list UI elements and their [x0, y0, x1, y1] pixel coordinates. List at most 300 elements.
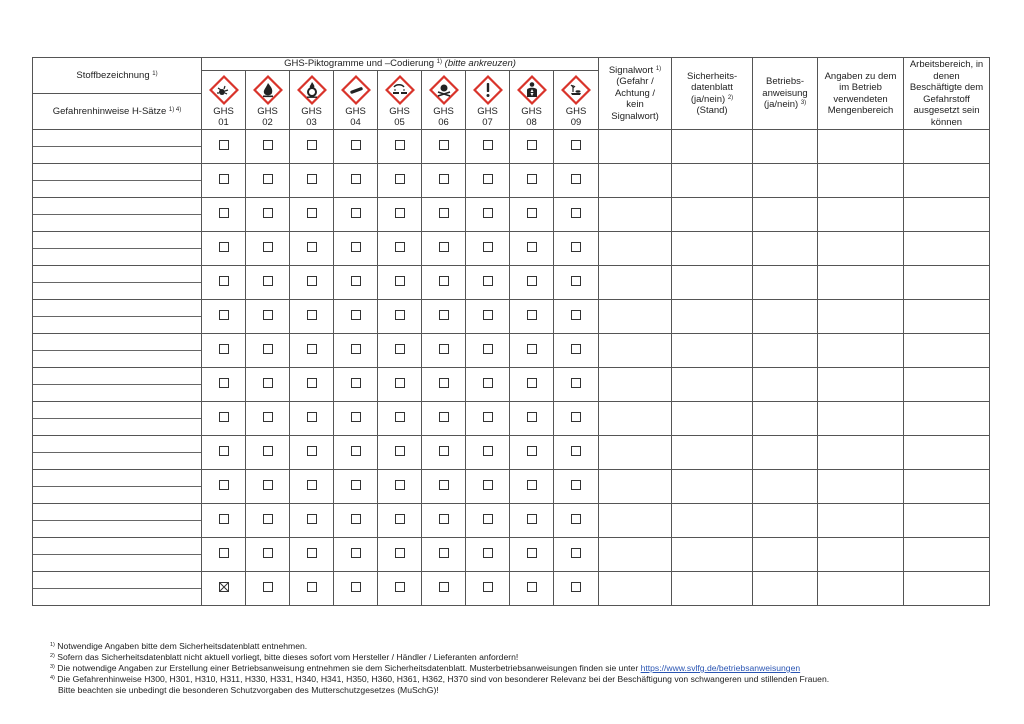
ghs-07-checkbox[interactable]: [483, 208, 493, 218]
ghs-09-checkbox[interactable]: [571, 548, 581, 558]
ghs-check-cell[interactable]: [290, 198, 334, 232]
substance-entry-cell[interactable]: [33, 470, 202, 504]
ghs-check-cell[interactable]: [510, 504, 554, 538]
ghs-07-checkbox[interactable]: [483, 140, 493, 150]
ghs-check-cell[interactable]: [554, 368, 599, 402]
ghs-check-cell[interactable]: [378, 538, 422, 572]
signalwort-cell[interactable]: [599, 232, 672, 266]
ghs-07-checkbox[interactable]: [483, 548, 493, 558]
substance-entry-cell[interactable]: [33, 402, 202, 436]
ghs-check-cell[interactable]: [202, 164, 246, 198]
ghs-check-cell[interactable]: [246, 334, 290, 368]
sicherheitsdatenblatt-cell[interactable]: [672, 300, 753, 334]
sicherheitsdatenblatt-cell[interactable]: [672, 436, 753, 470]
ghs-06-checkbox[interactable]: [439, 582, 449, 592]
ghs-check-cell[interactable]: [290, 334, 334, 368]
ghs-check-cell[interactable]: [202, 130, 246, 164]
ghs-check-cell[interactable]: [246, 470, 290, 504]
ghs-07-checkbox[interactable]: [483, 276, 493, 286]
substance-entry-cell[interactable]: [33, 266, 202, 300]
ghs-check-cell[interactable]: [554, 130, 599, 164]
ghs-check-cell[interactable]: [334, 334, 378, 368]
ghs-check-cell[interactable]: [422, 130, 466, 164]
ghs-check-cell[interactable]: [422, 436, 466, 470]
ghs-03-checkbox[interactable]: [307, 208, 317, 218]
betriebsanweisung-cell[interactable]: [753, 266, 818, 300]
ghs-03-checkbox[interactable]: [307, 174, 317, 184]
sicherheitsdatenblatt-cell[interactable]: [672, 470, 753, 504]
ghs-09-checkbox[interactable]: [571, 514, 581, 524]
ghs-06-checkbox[interactable]: [439, 208, 449, 218]
mengenbereich-cell[interactable]: [818, 198, 904, 232]
sicherheitsdatenblatt-cell[interactable]: [672, 130, 753, 164]
ghs-check-cell[interactable]: [422, 232, 466, 266]
ghs-check-cell[interactable]: [422, 504, 466, 538]
ghs-check-cell[interactable]: [334, 130, 378, 164]
betriebsanweisung-cell[interactable]: [753, 436, 818, 470]
mengenbereich-cell[interactable]: [818, 538, 904, 572]
ghs-02-checkbox[interactable]: [263, 276, 273, 286]
ghs-check-cell[interactable]: [378, 368, 422, 402]
arbeitsbereich-cell[interactable]: [904, 470, 990, 504]
signalwort-cell[interactable]: [599, 164, 672, 198]
signalwort-cell[interactable]: [599, 266, 672, 300]
ghs-check-cell[interactable]: [466, 368, 510, 402]
ghs-02-checkbox[interactable]: [263, 480, 273, 490]
ghs-check-cell[interactable]: [246, 436, 290, 470]
ghs-05-checkbox[interactable]: [395, 174, 405, 184]
ghs-check-cell[interactable]: [202, 402, 246, 436]
ghs-check-cell[interactable]: [290, 504, 334, 538]
arbeitsbereich-cell[interactable]: [904, 266, 990, 300]
ghs-check-cell[interactable]: [378, 470, 422, 504]
mengenbereich-cell[interactable]: [818, 470, 904, 504]
arbeitsbereich-cell[interactable]: [904, 368, 990, 402]
ghs-01-checkbox[interactable]: [219, 582, 229, 592]
ghs-check-cell[interactable]: [422, 368, 466, 402]
ghs-03-checkbox[interactable]: [307, 310, 317, 320]
sicherheitsdatenblatt-cell[interactable]: [672, 266, 753, 300]
ghs-07-checkbox[interactable]: [483, 310, 493, 320]
ghs-check-cell[interactable]: [334, 538, 378, 572]
ghs-04-checkbox[interactable]: [351, 242, 361, 252]
substance-entry-cell[interactable]: [33, 572, 202, 606]
ghs-check-cell[interactable]: [290, 300, 334, 334]
ghs-check-cell[interactable]: [466, 470, 510, 504]
ghs-02-checkbox[interactable]: [263, 582, 273, 592]
ghs-check-cell[interactable]: [422, 300, 466, 334]
ghs-check-cell[interactable]: [246, 198, 290, 232]
ghs-check-cell[interactable]: [246, 538, 290, 572]
betriebsanweisung-cell[interactable]: [753, 198, 818, 232]
ghs-check-cell[interactable]: [466, 266, 510, 300]
signalwort-cell[interactable]: [599, 436, 672, 470]
substance-entry-cell[interactable]: [33, 504, 202, 538]
substance-entry-cell[interactable]: [33, 232, 202, 266]
arbeitsbereich-cell[interactable]: [904, 504, 990, 538]
ghs-02-checkbox[interactable]: [263, 140, 273, 150]
ghs-06-checkbox[interactable]: [439, 378, 449, 388]
ghs-check-cell[interactable]: [290, 470, 334, 504]
ghs-07-checkbox[interactable]: [483, 344, 493, 354]
ghs-05-checkbox[interactable]: [395, 344, 405, 354]
ghs-check-cell[interactable]: [466, 198, 510, 232]
ghs-05-checkbox[interactable]: [395, 514, 405, 524]
ghs-04-checkbox[interactable]: [351, 582, 361, 592]
ghs-check-cell[interactable]: [510, 436, 554, 470]
ghs-02-checkbox[interactable]: [263, 310, 273, 320]
ghs-01-checkbox[interactable]: [219, 548, 229, 558]
substance-entry-cell[interactable]: [33, 436, 202, 470]
ghs-05-checkbox[interactable]: [395, 310, 405, 320]
betriebsanweisung-cell[interactable]: [753, 130, 818, 164]
signalwort-cell[interactable]: [599, 504, 672, 538]
ghs-check-cell[interactable]: [202, 300, 246, 334]
ghs-06-checkbox[interactable]: [439, 140, 449, 150]
ghs-check-cell[interactable]: [466, 300, 510, 334]
ghs-02-checkbox[interactable]: [263, 174, 273, 184]
ghs-check-cell[interactable]: [246, 232, 290, 266]
ghs-02-checkbox[interactable]: [263, 514, 273, 524]
ghs-check-cell[interactable]: [334, 368, 378, 402]
ghs-03-checkbox[interactable]: [307, 548, 317, 558]
ghs-06-checkbox[interactable]: [439, 276, 449, 286]
ghs-check-cell[interactable]: [554, 538, 599, 572]
ghs-01-checkbox[interactable]: [219, 140, 229, 150]
ghs-check-cell[interactable]: [290, 164, 334, 198]
ghs-08-checkbox[interactable]: [527, 242, 537, 252]
ghs-01-checkbox[interactable]: [219, 446, 229, 456]
ghs-07-checkbox[interactable]: [483, 480, 493, 490]
ghs-06-checkbox[interactable]: [439, 344, 449, 354]
sicherheitsdatenblatt-cell[interactable]: [672, 368, 753, 402]
substance-entry-cell[interactable]: [33, 198, 202, 232]
ghs-check-cell[interactable]: [422, 572, 466, 606]
ghs-check-cell[interactable]: [202, 198, 246, 232]
ghs-check-cell[interactable]: [554, 572, 599, 606]
ghs-check-cell[interactable]: [422, 470, 466, 504]
ghs-check-cell[interactable]: [334, 198, 378, 232]
signalwort-cell[interactable]: [599, 572, 672, 606]
ghs-check-cell[interactable]: [202, 538, 246, 572]
ghs-check-cell[interactable]: [510, 198, 554, 232]
ghs-check-cell[interactable]: [202, 470, 246, 504]
ghs-check-cell[interactable]: [202, 368, 246, 402]
substance-entry-cell[interactable]: [33, 300, 202, 334]
ghs-check-cell[interactable]: [466, 504, 510, 538]
ghs-05-checkbox[interactable]: [395, 140, 405, 150]
signalwort-cell[interactable]: [599, 300, 672, 334]
ghs-check-cell[interactable]: [202, 232, 246, 266]
mengenbereich-cell[interactable]: [818, 164, 904, 198]
ghs-06-checkbox[interactable]: [439, 412, 449, 422]
betriebsanweisung-cell[interactable]: [753, 368, 818, 402]
betriebsanweisung-cell[interactable]: [753, 572, 818, 606]
ghs-09-checkbox[interactable]: [571, 208, 581, 218]
betriebsanweisung-cell[interactable]: [753, 300, 818, 334]
ghs-check-cell[interactable]: [290, 368, 334, 402]
ghs-check-cell[interactable]: [378, 572, 422, 606]
ghs-01-checkbox[interactable]: [219, 310, 229, 320]
ghs-check-cell[interactable]: [290, 538, 334, 572]
ghs-check-cell[interactable]: [510, 470, 554, 504]
sicherheitsdatenblatt-cell[interactable]: [672, 504, 753, 538]
ghs-check-cell[interactable]: [246, 164, 290, 198]
ghs-04-checkbox[interactable]: [351, 548, 361, 558]
ghs-check-cell[interactable]: [334, 232, 378, 266]
ghs-check-cell[interactable]: [334, 266, 378, 300]
ghs-06-checkbox[interactable]: [439, 242, 449, 252]
ghs-07-checkbox[interactable]: [483, 582, 493, 592]
ghs-check-cell[interactable]: [554, 470, 599, 504]
ghs-check-cell[interactable]: [422, 266, 466, 300]
ghs-03-checkbox[interactable]: [307, 242, 317, 252]
ghs-04-checkbox[interactable]: [351, 208, 361, 218]
mengenbereich-cell[interactable]: [818, 504, 904, 538]
ghs-09-checkbox[interactable]: [571, 446, 581, 456]
ghs-check-cell[interactable]: [466, 334, 510, 368]
signalwort-cell[interactable]: [599, 538, 672, 572]
betriebsanweisung-cell[interactable]: [753, 470, 818, 504]
ghs-09-checkbox[interactable]: [571, 582, 581, 592]
ghs-01-checkbox[interactable]: [219, 514, 229, 524]
ghs-08-checkbox[interactable]: [527, 310, 537, 320]
arbeitsbereich-cell[interactable]: [904, 300, 990, 334]
ghs-03-checkbox[interactable]: [307, 276, 317, 286]
ghs-06-checkbox[interactable]: [439, 446, 449, 456]
ghs-05-checkbox[interactable]: [395, 412, 405, 422]
ghs-08-checkbox[interactable]: [527, 582, 537, 592]
signalwort-cell[interactable]: [599, 198, 672, 232]
mengenbereich-cell[interactable]: [818, 334, 904, 368]
ghs-03-checkbox[interactable]: [307, 582, 317, 592]
sicherheitsdatenblatt-cell[interactable]: [672, 572, 753, 606]
signalwort-cell[interactable]: [599, 334, 672, 368]
ghs-check-cell[interactable]: [202, 334, 246, 368]
substance-entry-cell[interactable]: [33, 538, 202, 572]
betriebsanweisung-cell[interactable]: [753, 232, 818, 266]
ghs-08-checkbox[interactable]: [527, 446, 537, 456]
ghs-05-checkbox[interactable]: [395, 480, 405, 490]
ghs-check-cell[interactable]: [554, 334, 599, 368]
ghs-04-checkbox[interactable]: [351, 378, 361, 388]
ghs-check-cell[interactable]: [422, 538, 466, 572]
ghs-check-cell[interactable]: [290, 572, 334, 606]
arbeitsbereich-cell[interactable]: [904, 402, 990, 436]
ghs-check-cell[interactable]: [378, 504, 422, 538]
sicherheitsdatenblatt-cell[interactable]: [672, 232, 753, 266]
ghs-09-checkbox[interactable]: [571, 344, 581, 354]
ghs-check-cell[interactable]: [510, 572, 554, 606]
ghs-08-checkbox[interactable]: [527, 412, 537, 422]
ghs-check-cell[interactable]: [510, 334, 554, 368]
arbeitsbereich-cell[interactable]: [904, 538, 990, 572]
ghs-check-cell[interactable]: [334, 402, 378, 436]
ghs-08-checkbox[interactable]: [527, 344, 537, 354]
ghs-03-checkbox[interactable]: [307, 140, 317, 150]
ghs-check-cell[interactable]: [422, 198, 466, 232]
substance-entry-cell[interactable]: [33, 130, 202, 164]
ghs-check-cell[interactable]: [246, 266, 290, 300]
sicherheitsdatenblatt-cell[interactable]: [672, 198, 753, 232]
arbeitsbereich-cell[interactable]: [904, 436, 990, 470]
arbeitsbereich-cell[interactable]: [904, 572, 990, 606]
ghs-check-cell[interactable]: [334, 504, 378, 538]
mengenbereich-cell[interactable]: [818, 436, 904, 470]
ghs-check-cell[interactable]: [554, 232, 599, 266]
ghs-06-checkbox[interactable]: [439, 514, 449, 524]
mengenbereich-cell[interactable]: [818, 232, 904, 266]
ghs-04-checkbox[interactable]: [351, 344, 361, 354]
ghs-check-cell[interactable]: [466, 538, 510, 572]
ghs-08-checkbox[interactable]: [527, 276, 537, 286]
mengenbereich-cell[interactable]: [818, 368, 904, 402]
ghs-07-checkbox[interactable]: [483, 514, 493, 524]
ghs-04-checkbox[interactable]: [351, 514, 361, 524]
mengenbereich-cell[interactable]: [818, 130, 904, 164]
ghs-05-checkbox[interactable]: [395, 446, 405, 456]
ghs-06-checkbox[interactable]: [439, 310, 449, 320]
mengenbereich-cell[interactable]: [818, 402, 904, 436]
ghs-05-checkbox[interactable]: [395, 582, 405, 592]
ghs-06-checkbox[interactable]: [439, 174, 449, 184]
ghs-check-cell[interactable]: [554, 164, 599, 198]
ghs-check-cell[interactable]: [378, 334, 422, 368]
arbeitsbereich-cell[interactable]: [904, 232, 990, 266]
arbeitsbereich-cell[interactable]: [904, 130, 990, 164]
ghs-01-checkbox[interactable]: [219, 242, 229, 252]
ghs-09-checkbox[interactable]: [571, 140, 581, 150]
ghs-03-checkbox[interactable]: [307, 344, 317, 354]
betriebsanweisungen-link[interactable]: https://www.svlfg.de/betriebsanweisungen: [640, 663, 801, 673]
ghs-check-cell[interactable]: [510, 130, 554, 164]
ghs-08-checkbox[interactable]: [527, 208, 537, 218]
ghs-01-checkbox[interactable]: [219, 276, 229, 286]
ghs-07-checkbox[interactable]: [483, 446, 493, 456]
ghs-check-cell[interactable]: [202, 572, 246, 606]
ghs-check-cell[interactable]: [510, 164, 554, 198]
betriebsanweisung-cell[interactable]: [753, 164, 818, 198]
ghs-08-checkbox[interactable]: [527, 548, 537, 558]
ghs-check-cell[interactable]: [510, 300, 554, 334]
ghs-check-cell[interactable]: [202, 504, 246, 538]
ghs-check-cell[interactable]: [554, 504, 599, 538]
ghs-check-cell[interactable]: [378, 130, 422, 164]
ghs-check-cell[interactable]: [378, 164, 422, 198]
ghs-check-cell[interactable]: [378, 232, 422, 266]
ghs-07-checkbox[interactable]: [483, 378, 493, 388]
sicherheitsdatenblatt-cell[interactable]: [672, 402, 753, 436]
ghs-09-checkbox[interactable]: [571, 310, 581, 320]
ghs-05-checkbox[interactable]: [395, 208, 405, 218]
ghs-check-cell[interactable]: [290, 402, 334, 436]
signalwort-cell[interactable]: [599, 402, 672, 436]
betriebsanweisung-cell[interactable]: [753, 538, 818, 572]
ghs-check-cell[interactable]: [290, 232, 334, 266]
ghs-06-checkbox[interactable]: [439, 480, 449, 490]
ghs-04-checkbox[interactable]: [351, 174, 361, 184]
mengenbereich-cell[interactable]: [818, 572, 904, 606]
ghs-08-checkbox[interactable]: [527, 514, 537, 524]
ghs-check-cell[interactable]: [466, 402, 510, 436]
ghs-05-checkbox[interactable]: [395, 378, 405, 388]
ghs-check-cell[interactable]: [378, 300, 422, 334]
ghs-07-checkbox[interactable]: [483, 242, 493, 252]
ghs-check-cell[interactable]: [466, 572, 510, 606]
ghs-check-cell[interactable]: [554, 266, 599, 300]
ghs-check-cell[interactable]: [246, 130, 290, 164]
ghs-check-cell[interactable]: [290, 130, 334, 164]
ghs-07-checkbox[interactable]: [483, 174, 493, 184]
ghs-05-checkbox[interactable]: [395, 548, 405, 558]
substance-entry-cell[interactable]: [33, 334, 202, 368]
ghs-01-checkbox[interactable]: [219, 378, 229, 388]
ghs-08-checkbox[interactable]: [527, 378, 537, 388]
ghs-check-cell[interactable]: [510, 368, 554, 402]
ghs-check-cell[interactable]: [246, 368, 290, 402]
ghs-check-cell[interactable]: [466, 232, 510, 266]
ghs-08-checkbox[interactable]: [527, 174, 537, 184]
ghs-check-cell[interactable]: [510, 538, 554, 572]
ghs-08-checkbox[interactable]: [527, 140, 537, 150]
ghs-02-checkbox[interactable]: [263, 344, 273, 354]
ghs-check-cell[interactable]: [290, 436, 334, 470]
betriebsanweisung-cell[interactable]: [753, 504, 818, 538]
ghs-check-cell[interactable]: [378, 198, 422, 232]
ghs-check-cell[interactable]: [246, 300, 290, 334]
ghs-04-checkbox[interactable]: [351, 446, 361, 456]
ghs-04-checkbox[interactable]: [351, 310, 361, 320]
signalwort-cell[interactable]: [599, 368, 672, 402]
ghs-check-cell[interactable]: [290, 266, 334, 300]
ghs-check-cell[interactable]: [554, 436, 599, 470]
ghs-check-cell[interactable]: [202, 436, 246, 470]
ghs-check-cell[interactable]: [246, 402, 290, 436]
ghs-check-cell[interactable]: [378, 436, 422, 470]
ghs-04-checkbox[interactable]: [351, 412, 361, 422]
ghs-03-checkbox[interactable]: [307, 378, 317, 388]
ghs-check-cell[interactable]: [466, 164, 510, 198]
ghs-02-checkbox[interactable]: [263, 446, 273, 456]
ghs-09-checkbox[interactable]: [571, 480, 581, 490]
ghs-check-cell[interactable]: [334, 572, 378, 606]
ghs-check-cell[interactable]: [510, 266, 554, 300]
signalwort-cell[interactable]: [599, 470, 672, 504]
arbeitsbereich-cell[interactable]: [904, 198, 990, 232]
ghs-03-checkbox[interactable]: [307, 446, 317, 456]
ghs-01-checkbox[interactable]: [219, 174, 229, 184]
ghs-06-checkbox[interactable]: [439, 548, 449, 558]
ghs-check-cell[interactable]: [246, 504, 290, 538]
sicherheitsdatenblatt-cell[interactable]: [672, 334, 753, 368]
arbeitsbereich-cell[interactable]: [904, 334, 990, 368]
ghs-check-cell[interactable]: [334, 436, 378, 470]
ghs-01-checkbox[interactable]: [219, 208, 229, 218]
ghs-check-cell[interactable]: [554, 198, 599, 232]
ghs-check-cell[interactable]: [246, 572, 290, 606]
ghs-03-checkbox[interactable]: [307, 412, 317, 422]
ghs-check-cell[interactable]: [378, 266, 422, 300]
substance-entry-cell[interactable]: [33, 164, 202, 198]
ghs-check-cell[interactable]: [378, 402, 422, 436]
ghs-09-checkbox[interactable]: [571, 378, 581, 388]
ghs-check-cell[interactable]: [334, 300, 378, 334]
ghs-01-checkbox[interactable]: [219, 412, 229, 422]
ghs-05-checkbox[interactable]: [395, 276, 405, 286]
ghs-05-checkbox[interactable]: [395, 242, 405, 252]
ghs-02-checkbox[interactable]: [263, 548, 273, 558]
ghs-09-checkbox[interactable]: [571, 276, 581, 286]
